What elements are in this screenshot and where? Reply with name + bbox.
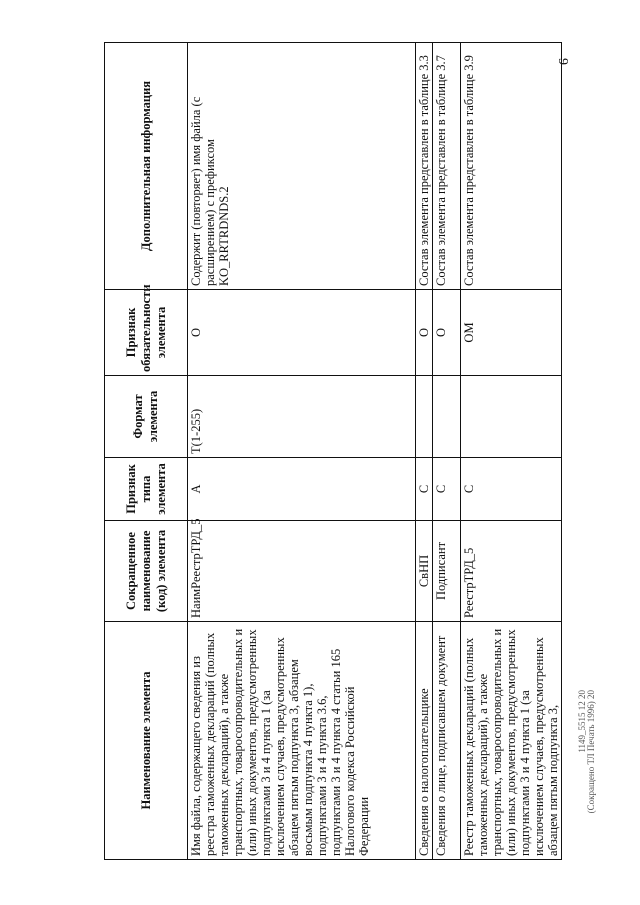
cell-type: С [461, 458, 562, 521]
cell-format [416, 376, 433, 458]
cell-name: Реестр таможенных деклараций (полных таможенных деклараций), а также транспортных, товаросопроводительных и (или) иных документов, предусмотренных подпунктами 3 и 4 пункта 1 (за исключением случаев, предусмотренных абзацем пятым подпункта 3, [461, 622, 562, 860]
cell-format: T(1-255) [188, 376, 416, 458]
table-row [433, 43, 461, 860]
cell-name: Имя файла, содержащего сведения из реестра таможенных деклараций (полных таможенных деклараций), а также транспортных, товаросопроводительных и (или) иных документов, предусмотренных подпунктами 3 и 4 пункта 1 (за исключением случаев, предусмотренных абзацем пятым подпункта 3, абзацем восьмым подпункта 4 пункта 1), подпунктами 3 и 4 пункта 3.6, подпунктами 3 и 4 пункта 4 статьи 165 Налогового кодекса Российской Федерации [188, 622, 416, 860]
cell-code: РеестрТРД_5 [461, 521, 562, 622]
rotated-table-container [104, 43, 560, 860]
cell-format [433, 376, 461, 458]
header-required: Признак обязательности элемента [105, 290, 188, 376]
cell-type: А [188, 458, 416, 521]
cell-code: СвНП [416, 521, 433, 622]
header-name: Наименование элемента [105, 622, 188, 860]
stamp-line-1: 1149_5515 12 20 [577, 690, 587, 753]
cell-info: Содержит (повторяет) имя файла (с расширением) с префиксом KO_RRTRDNDS.2 [188, 43, 416, 290]
header-code: Сокращенное наименование (код) элемента [105, 521, 188, 622]
header-format: Формат элемента [105, 376, 188, 458]
cell-code: Подписант [433, 521, 461, 622]
table-row [461, 43, 562, 860]
cell-required: ОМ [461, 290, 562, 376]
table-header-row [105, 43, 188, 860]
cell-required: О [433, 290, 461, 376]
cell-info: Состав элемента представлен в таблице 3.9 [461, 43, 562, 290]
header-type: Признак типа элемента [105, 458, 188, 521]
cell-required: О [188, 290, 416, 376]
stamp-line-2: (Сокращено ТЛ Печать 1996) 20 [586, 690, 596, 814]
cell-name: Сведения о налогоплательщике [416, 622, 433, 860]
header-info: Дополнительная информация [105, 43, 188, 290]
cell-info: Состав элемента представлен в таблице 3.3 [416, 43, 433, 290]
cell-info: Состав элемента представлен в таблице 3.7 [433, 43, 461, 290]
element-table [104, 42, 562, 860]
cell-type: С [416, 458, 433, 521]
cell-type: С [433, 458, 461, 521]
table-row [416, 43, 433, 860]
cell-required: О [416, 290, 433, 376]
table-row [188, 43, 416, 860]
cell-code: НаимРеестрТРД_5 [188, 521, 416, 622]
cell-name: Сведения о лице, подписавшем документ [433, 622, 461, 860]
print-stamp [577, 690, 596, 814]
cell-format [461, 376, 562, 458]
page-number: 9 [555, 58, 570, 65]
